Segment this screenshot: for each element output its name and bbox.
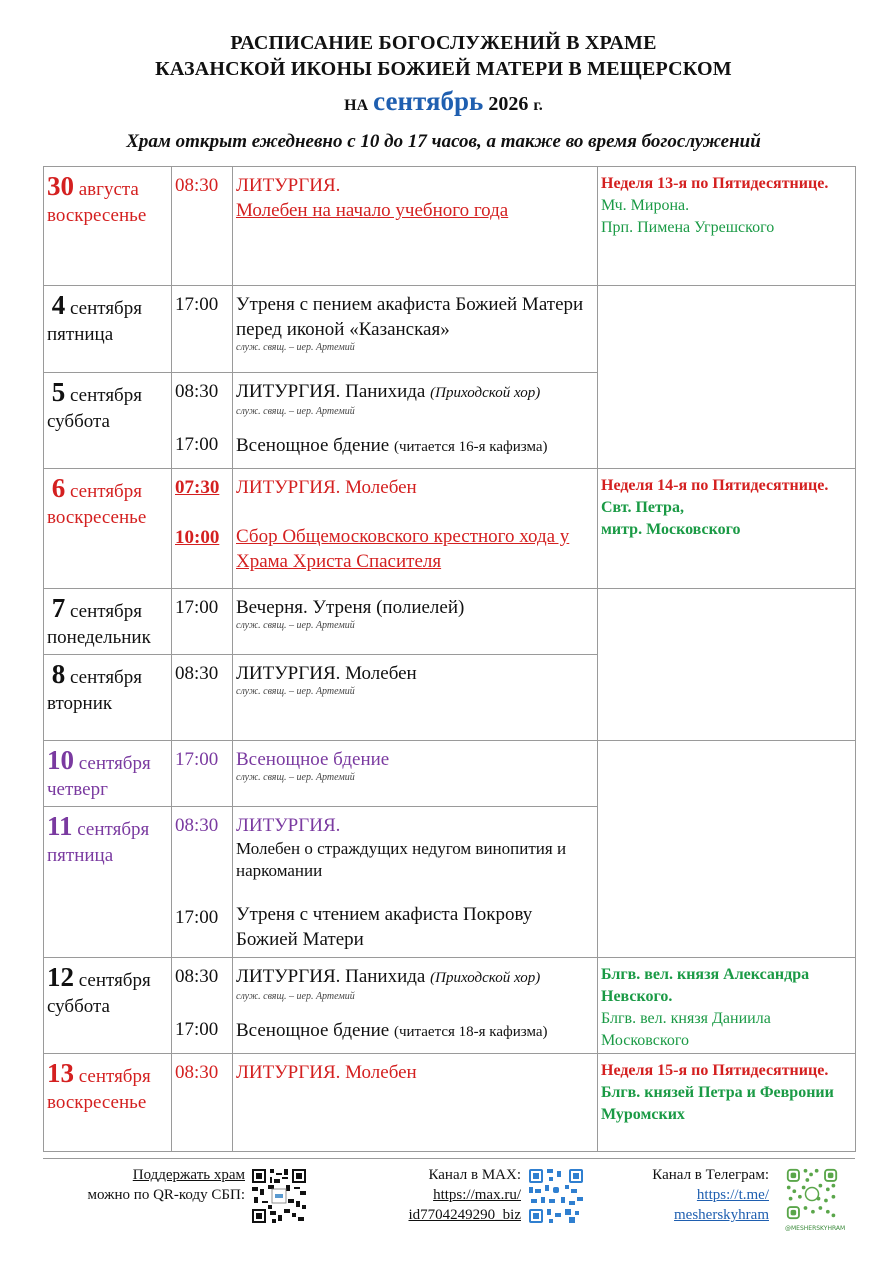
month-label: августа <box>78 179 139 200</box>
month-label: сентября <box>70 667 142 688</box>
service-name: Утреня с пением акафиста Божией Матери перед иконой «Казанская» <box>236 294 584 340</box>
feast-title: Блгв. вел. князя Александра Невского. <box>601 966 810 1005</box>
service-name: ЛИТУРГИЯ. Молебен <box>236 663 417 684</box>
month-label: сентября <box>78 970 151 991</box>
service-name: ЛИТУРГИЯ. Молебен <box>236 477 417 498</box>
table-row <box>44 741 856 807</box>
service-name: Молебен на начало учебного года <box>236 200 509 221</box>
date-cell <box>44 1054 172 1152</box>
max-channel-link[interactable]: id7704249290_biz <box>408 1207 521 1223</box>
table-row <box>44 469 856 589</box>
sbp-qr-code-icon[interactable] <box>250 1167 308 1225</box>
service-cell <box>233 167 598 286</box>
date-cell <box>44 589 172 655</box>
donation-label: Поддержать храм <box>132 1167 245 1183</box>
weekday-label: пятница <box>47 324 114 345</box>
title-line-2: КАЗАНСКОЙ ИКОНЫ БОЖИЕЙ МАТЕРИ В МЕЩЕРСКОМ <box>155 58 732 80</box>
month-label: сентября <box>70 298 142 319</box>
telegram-qr-caption: @MESHERSKYHRAM <box>785 1225 846 1232</box>
day-number: 5 <box>51 377 66 407</box>
priest-note: служ. свящ. – иер. Артемий <box>236 620 355 631</box>
time-cell <box>172 167 233 286</box>
weekday-label: понедельник <box>47 627 151 648</box>
time-cell <box>172 741 233 807</box>
table-row <box>44 958 856 1054</box>
day-number: 7 <box>51 593 66 623</box>
service-time: 17:00 <box>175 907 219 928</box>
service-name: ЛИТУРГИЯ. Панихида <box>236 966 426 987</box>
weekday-label: воскресенье <box>47 205 147 226</box>
header <box>0 30 887 155</box>
year: 2026 <box>488 93 529 115</box>
time-cell <box>172 373 233 469</box>
max-channel-link[interactable]: https://max.ru/ <box>433 1187 521 1203</box>
month-label: сентября <box>78 1066 151 1087</box>
priest-note: служ. свящ. – иер. Артемий <box>236 772 355 783</box>
weekday-label: вторник <box>47 693 113 714</box>
day-number: 4 <box>51 290 66 320</box>
month-label: сентября <box>78 753 151 774</box>
service-time: 17:00 <box>175 597 219 618</box>
weekday-label: воскресенье <box>47 507 147 528</box>
service-time: 10:00 <box>175 527 220 548</box>
time-cell <box>172 1054 233 1152</box>
time-cell <box>172 655 233 741</box>
date-cell <box>44 958 172 1054</box>
max-qr-code-icon[interactable] <box>527 1167 585 1225</box>
weekday-label: суббота <box>47 996 110 1017</box>
date-cell <box>44 469 172 589</box>
feast-cell <box>598 958 856 1054</box>
donation-hint: можно по QR-коду СБП: <box>87 1187 245 1203</box>
footer <box>43 1158 855 1232</box>
schedule-table <box>43 166 856 1152</box>
day-number: 11 <box>47 811 73 841</box>
service-time: 08:30 <box>175 966 219 987</box>
time-cell <box>172 469 233 589</box>
service-cell <box>233 655 598 741</box>
service-name: Утреня с чтением акафиста Покрову Божией Матери <box>236 904 533 950</box>
opening-hours: Храм открыт ежедневно с 10 до 17 часов, а также во время богослужений <box>126 131 761 152</box>
year-suffix: г. <box>533 97 543 114</box>
time-cell <box>172 958 233 1054</box>
telegram-channel-link[interactable]: mesherskyhram <box>674 1207 769 1223</box>
table-row <box>44 167 856 286</box>
weekday-label: пятница <box>47 845 114 866</box>
title-month-line <box>0 86 887 121</box>
telegram-qr-code-icon[interactable] <box>785 1167 839 1221</box>
day-number: 30 <box>47 171 74 201</box>
table-row <box>44 286 856 373</box>
weekday-label: суббота <box>47 411 110 432</box>
day-number: 8 <box>51 659 66 689</box>
service-cell <box>233 807 598 958</box>
feast-cell <box>598 286 856 469</box>
service-name: Всенощное бдение <box>236 1020 390 1041</box>
day-number: 6 <box>51 473 66 503</box>
date-cell <box>44 741 172 807</box>
time-cell <box>172 589 233 655</box>
feast-title: Неделя 13-я по Пятидесятнице. <box>601 175 829 192</box>
date-cell <box>44 286 172 373</box>
service-cell <box>233 469 598 589</box>
table-row <box>44 1054 856 1152</box>
weekday-label: воскресенье <box>47 1092 147 1113</box>
kathisma-note: (читается 16-я кафизма) <box>393 439 548 455</box>
service-time: 17:00 <box>175 749 219 770</box>
priest-note: служ. свящ. – иер. Артемий <box>236 342 355 353</box>
service-cell <box>233 958 598 1054</box>
telegram-channel-info <box>613 1165 769 1225</box>
donation-info <box>53 1165 245 1205</box>
service-time: 08:30 <box>175 175 219 196</box>
service-cell <box>233 1054 598 1152</box>
day-number: 13 <box>47 1058 74 1088</box>
telegram-channel-label: Канал в Телеграм: <box>652 1167 769 1183</box>
date-cell <box>44 373 172 469</box>
service-name: ЛИТУРГИЯ. <box>236 815 341 836</box>
table-row <box>44 589 856 655</box>
service-name: Вечерня. Утреня (полиелей) <box>236 597 465 618</box>
service-name: ЛИТУРГИЯ. Молебен <box>236 1062 417 1083</box>
feast-saint: Блгв. князей Петра и Февронии Муромских <box>601 1084 834 1123</box>
service-time: 07:30 <box>175 477 220 498</box>
max-channel-info <box>373 1165 521 1225</box>
weekday-label: четверг <box>47 779 108 800</box>
title-line-1: РАСПИСАНИЕ БОГОСЛУЖЕНИЙ В ХРАМЕ <box>230 32 657 54</box>
month-label: сентября <box>70 385 142 406</box>
time-cell <box>172 286 233 373</box>
telegram-channel-link[interactable]: https://t.me/ <box>696 1187 769 1203</box>
feast-title: Неделя 14-я по Пятидесятнице. <box>601 477 829 494</box>
service-cell <box>233 286 598 373</box>
service-name: Сбор Общемосковского крестного хода у Храма Христа Спасителя <box>236 526 570 572</box>
service-name: Молебен о страждущих недугом винопития и наркомании <box>236 839 567 880</box>
service-name: ЛИТУРГИЯ. Панихида <box>236 381 426 402</box>
day-number: 10 <box>47 745 74 775</box>
service-cell <box>233 373 598 469</box>
service-cell <box>233 741 598 807</box>
priest-note: служ. свящ. – иер. Артемий <box>236 406 355 417</box>
service-time: 08:30 <box>175 815 219 836</box>
service-time: 17:00 <box>175 1019 219 1040</box>
feast-saint: митр. Московского <box>601 521 741 538</box>
month-label: сентября <box>70 481 142 502</box>
choir-note: (Приходской хор) <box>430 970 541 986</box>
service-time: 17:00 <box>175 294 219 315</box>
feast-cell <box>598 589 856 741</box>
feast-saint: Прп. Пимена Угрешского <box>601 219 775 236</box>
date-cell <box>44 167 172 286</box>
date-cell <box>44 807 172 958</box>
month-name: сентябрь <box>373 86 484 116</box>
choir-note: (Приходской хор) <box>430 385 541 401</box>
kathisma-note: (читается 18-я кафизма) <box>393 1024 548 1040</box>
service-time: 17:00 <box>175 434 219 455</box>
feast-saint: Мч. Мирона. <box>601 197 690 214</box>
month-prefix: НА <box>344 97 369 114</box>
feast-cell <box>598 469 856 589</box>
month-label: сентября <box>77 819 150 840</box>
service-time: 08:30 <box>175 1062 219 1083</box>
service-cell <box>233 589 598 655</box>
service-name: Всенощное бдение <box>236 435 390 456</box>
day-number: 12 <box>47 962 74 992</box>
date-cell <box>44 655 172 741</box>
feast-cell <box>598 741 856 958</box>
feast-saint: Блгв. вел. князя Даниила Московского <box>601 1010 771 1049</box>
feast-saint: Свт. Петра, <box>601 499 684 516</box>
feast-cell <box>598 1054 856 1152</box>
priest-note: служ. свящ. – иер. Артемий <box>236 991 355 1002</box>
max-channel-label: Канал в MAX: <box>428 1167 521 1183</box>
time-cell <box>172 807 233 958</box>
service-name: Всенощное бдение <box>236 749 390 770</box>
feast-title: Неделя 15-я по Пятидесятнице. <box>601 1062 829 1079</box>
feast-cell <box>598 167 856 286</box>
service-time: 08:30 <box>175 381 219 402</box>
service-time: 08:30 <box>175 663 219 684</box>
service-name: ЛИТУРГИЯ. <box>236 175 341 196</box>
month-label: сентября <box>70 601 142 622</box>
priest-note: служ. свящ. – иер. Артемий <box>236 686 355 697</box>
